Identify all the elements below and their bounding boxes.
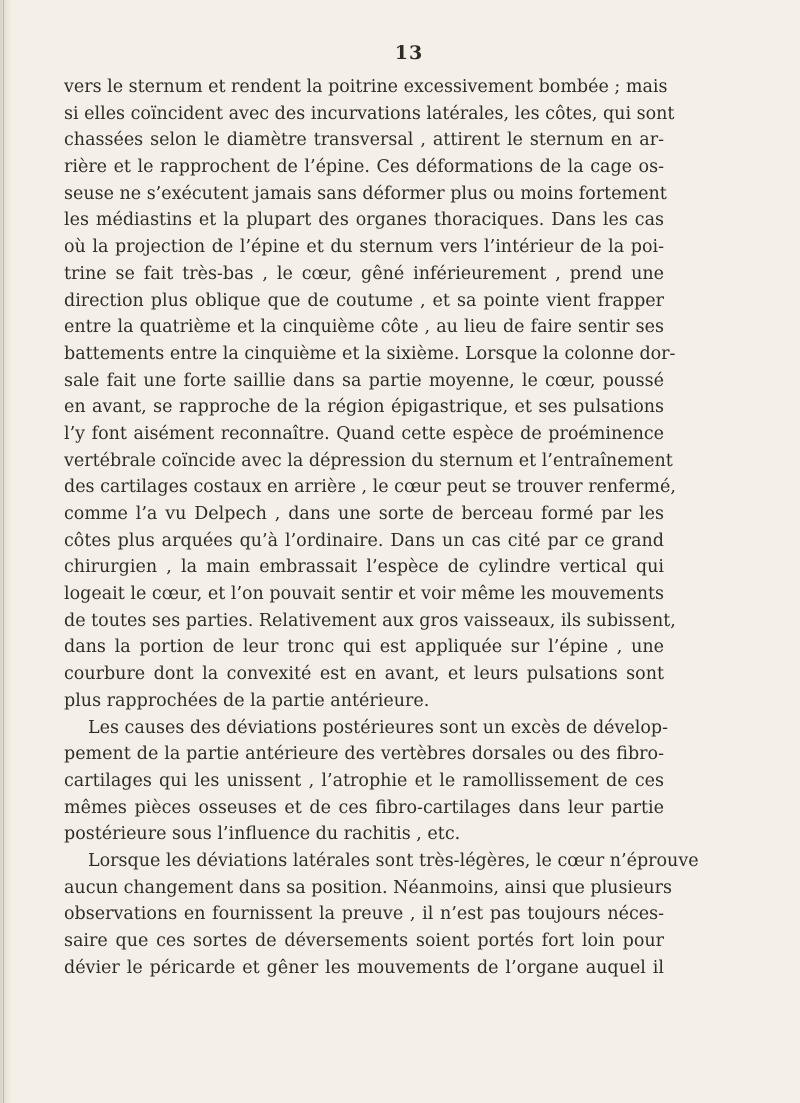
text-line: direction plus oblique que de coutume , et sa pointe vient frapper xyxy=(64,290,664,311)
text-line: chirurgien , la main embrassait l’espèce de cylindre vertical qui xyxy=(64,557,664,578)
text-line: en avant, se rapproche de la région épigastrique, et ses pulsations xyxy=(64,397,664,418)
text-line: dévier le péricarde et gêner les mouvements de l’organe auquel il xyxy=(64,957,664,978)
text-line: rière et le rapprochent de l’épine. Ces déformations de la cage os- xyxy=(64,157,664,178)
text-line: plus rapprochées de la partie antérieure. xyxy=(64,690,430,711)
text-line: battements entre la cinquième et la sixième. Lorsque la colonne dor- xyxy=(64,343,676,364)
text-line: cartilages qui les unissent , l’atrophie et le ramollissement de ces xyxy=(64,770,664,791)
text-line: l’y font aisément reconnaître. Quand cette espèce de proéminence xyxy=(64,423,664,444)
text-line: courbure dont la convexité est en avant, et leurs pulsations sont xyxy=(64,664,664,685)
text-line: logeait le cœur, et l’on pouvait sentir et voir même les mouvements xyxy=(64,584,664,605)
text-line: les médiastins et la plupart des organes thoraciques. Dans les cas xyxy=(64,210,664,231)
text-line: Les causes des déviations postérieures sont un excès de dévelop- xyxy=(88,717,669,738)
text-line: chassées selon le diamètre transversal , attirent le sternum en ar- xyxy=(64,130,664,151)
text-line: aucun changement dans sa position. Néanmoins, ainsi que plusieurs xyxy=(64,877,672,898)
text-line: Lorsque les déviations latérales sont très-légères, le cœur n’éprouve xyxy=(88,850,699,871)
text-line: seuse ne s’exécutent jamais sans déformer plus ou moins fortement xyxy=(64,183,667,204)
text-line: trine se fait très-bas , le cœur, gêné inférieurement , prend une xyxy=(64,263,664,284)
text-line: vers le sternum et rendent la poitrine excessivement bombée ; mais xyxy=(64,77,668,97)
text-line: saire que ces sortes de déversements soient portés fort loin pour xyxy=(64,931,664,951)
text-line: comme l’a vu Delpech , dans une sorte de berceau formé par les xyxy=(64,504,664,524)
page-number: 13 xyxy=(394,42,424,64)
text-line: observations en fournissent la preuve , il n’est pas toujours néces- xyxy=(64,904,664,925)
body-text xyxy=(64,74,699,981)
text-line: si elles coïncident avec des incurvations latérales, les côtes, qui sont xyxy=(64,103,675,124)
text-line: où la projection de l’épine et du sternum vers l’intérieur de la poi- xyxy=(64,237,664,258)
text-line: des cartilages costaux en arrière , le cœur peut se trouver renfermé, xyxy=(64,477,676,498)
text-line: vertébrale coïncide avec la dépression du sternum et l’entraînement xyxy=(64,450,673,471)
text-line: dans la portion de leur tronc qui est appliquée sur l’épine , une xyxy=(64,637,664,658)
text-line: mêmes pièces osseuses et de ces fibro-cartilages dans leur partie xyxy=(64,797,664,818)
page-binding-edge xyxy=(0,0,12,1103)
text-line: entre la quatrième et la cinquième côte , au lieu de faire sentir ses xyxy=(64,317,664,338)
text-line: de toutes ses parties. Relativement aux gros vaisseaux, ils subissent, xyxy=(64,610,676,631)
text-line: postérieure sous l’influence du rachitis , etc. xyxy=(64,824,461,845)
text-line: pement de la partie antérieure des vertèbres dorsales ou des fibro- xyxy=(64,744,664,765)
text-line: sale fait une forte saillie dans sa partie moyenne, le cœur, poussé xyxy=(64,370,664,391)
text-line: côtes plus arquées qu’à l’ordinaire. Dans un cas cité par ce grand xyxy=(64,530,664,551)
page-binding-line xyxy=(3,0,4,1103)
